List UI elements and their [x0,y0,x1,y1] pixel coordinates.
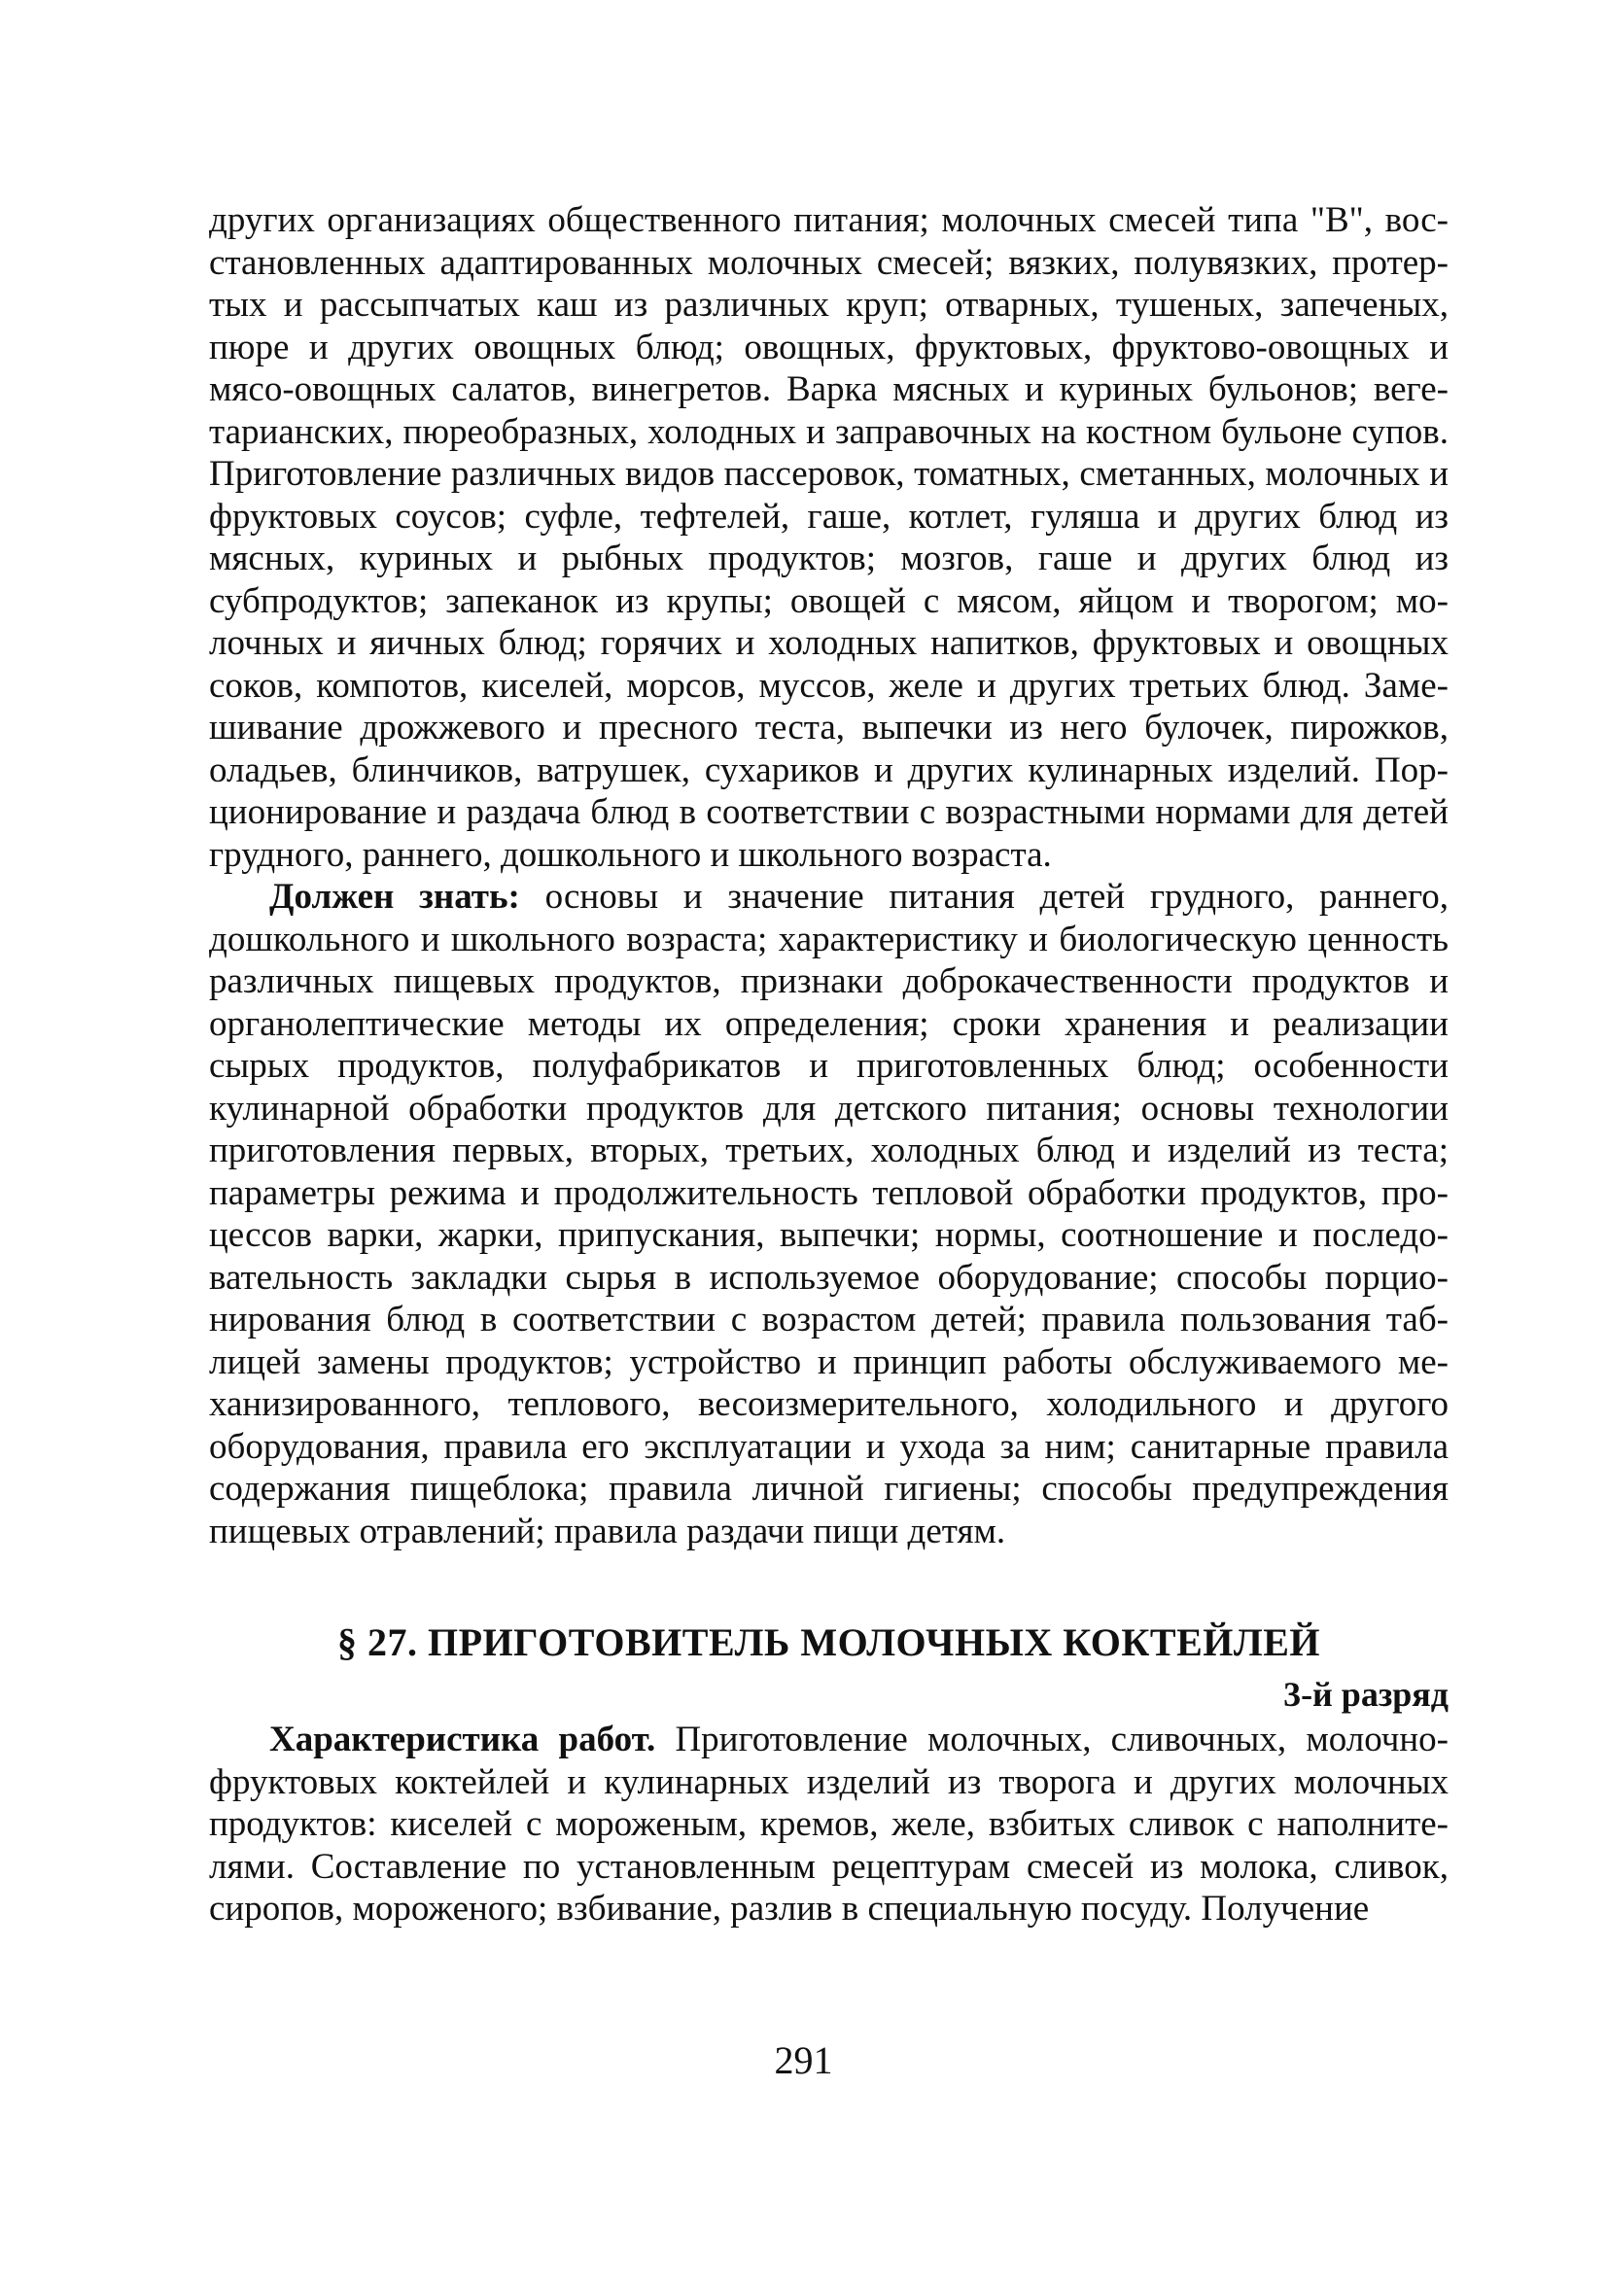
paragraph-previous-continuation [209,199,1449,876]
lower-text-block [209,1719,1449,1931]
paragraph-must-know [209,876,1449,1552]
paragraph-text: Приготовление молочных, сливочных, молочно-фруктовых коктейлей и кулинарных изделий из творога и других молочных продуктов: киселей с мороженым, кремов, желе, взбитых сливок с наполнителями. Составление по установленным рецептурам смесей из молока, сливок, сиропов, мороженого; взбивание, разлив в специальную посуду. Получение [209,1720,1449,1929]
page-number: 291 [774,2038,833,2082]
paragraph-text: основы и значение питания детей грудного, раннего, дошкольного и школьного возраста; характеристику и биологическую ценность различных пищевых продуктов, признаки доброкачественности продуктов и органолептические методы их определения; сроки хранения и реализации сырых продуктов, полуфабрикатов и приготовленных блюд; особенности кулинарной обработки продуктов для детского питания; основы технологии приготовления первых, вторых, третьих, холодных блюд и изделий из теста; параметры режима и продолжительность тепловой обработки продуктов, процессов варки, жарки, припускания, выпечки; нормы, соотношение и последовательность закладки сырья в используемое оборудование; способы порционирования блюд в соответствии с возрастом детей; правила пользования таблицей замены продуктов; устройство и принцип работы обслуживаемого механизированного, теплового, весоизмерительного, холодильного и другого оборудования, правила его эксплуатации и ухода за ним; санитарные правила содержания пищеблока; правила личной гигиены; способы предупреждения пищевых отравлений; правила раздачи пищи детям. [209,877,1450,1551]
rank-label: 3-й разряд [1283,1675,1449,1714]
paragraph-text: других организациях общественного питания; молочных смесей типа "В", восстановленных адаптированных молочных смесей; вязких, полувязких, протертых и рассыпчатых каш из различных круп; отварных, тушеных, запеченых, пюре и других овощных блюд; овощных, фруктовых, фруктово-овощных и мясо-овощных салатов, винегретов. Варка мясных и куриных бульонов; вегетарианских, пюреобразных, холодных и заправочных на костном бульоне супов. Приготовление различных видов пассеровок, томатных, сметанных, молочных и фруктовых соусов; суфле, тефтелей, гаше, котлет, гуляша и других блюд из мясных, куриных и рыбных продуктов; мозгов, гаше и других блюд из субпродуктов; запеканок из крупы; овощей с мясом, яйцом и творогом; молочных и яичных блюд; горячих и холодных напитков, фруктовых и овощных соков, компотов, киселей, морсов, муссов, желе и других третьих блюд. Замешивание дрожжевого и пресного теста, выпечки из него булочек, пирожков, оладьев, блинчиков, ватрушек, сухариков и других кулинарных изделий. Порционирование и раздача блюд в соответствии с возрастными нормами для детей грудного, раннего, дошкольного и школьного возраста. [209,200,1449,875]
section-heading: § 27. ПРИГОТОВИТЕЛЬ МОЛОЧНЫХ КОКТЕЙЛЕЙ [337,1620,1320,1664]
paragraph-lead: Характеристика работ. [269,1720,656,1759]
paragraph-lead: Должен знать: [269,877,520,917]
upper-text-block [209,199,1449,1552]
paragraph-work-characteristics [209,1719,1449,1931]
